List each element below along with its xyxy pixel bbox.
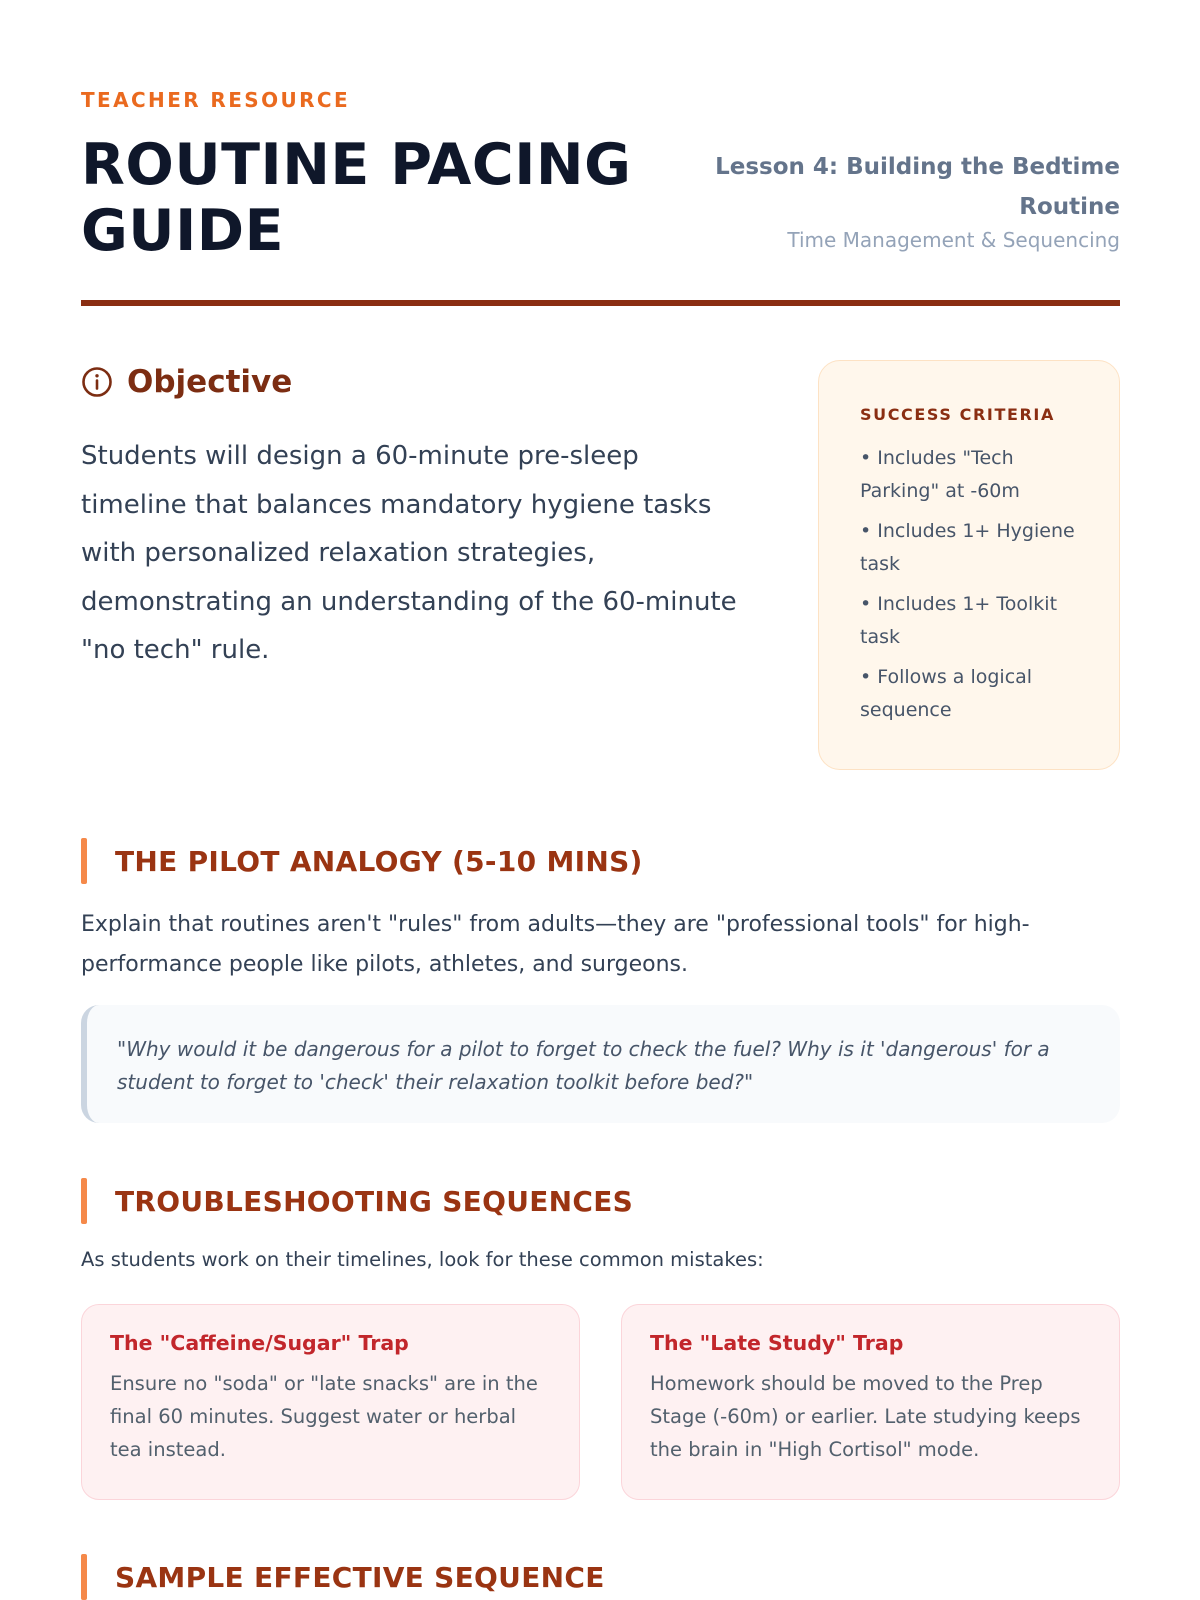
troubleshooting-section-title: TROUBLESHOOTING SEQUENCES — [115, 1184, 634, 1218]
pilot-explanation: Explain that routines aren't "rules" from adults—they are "professional tools" for high-performance people like pilots, athletes, and surgeons. — [81, 912, 1030, 977]
trap-text: Homework should be moved to the Prep Stage (-60m) or earlier. Late studying keeps the brain in "High Cortisol" mode. — [650, 1372, 1081, 1461]
criteria-item: • Includes 1+ Toolkit task — [860, 593, 1058, 648]
trap-text: Ensure no "soda" or "late snacks" are in the final 60 minutes. Suggest water or herbal tea instead. — [110, 1372, 538, 1461]
header-divider — [81, 300, 1120, 306]
info-circle-icon — [81, 366, 113, 398]
discussion-quote: "Why would it be dangerous for a pilot to forget to check the fuel? Why is it 'dangerous' for a student to forget to 'check' their relaxation toolkit before bed?" — [81, 1005, 1120, 1123]
trap-card-late-study — [621, 1304, 1120, 1500]
sample-section-heading — [81, 1554, 605, 1600]
eyebrow-label: TEACHER RESOURCE — [81, 88, 351, 112]
pilot-section-title: THE PILOT ANALOGY (5-10 MINS) — [115, 844, 643, 878]
trap-title: The "Caffeine/Sugar" Trap — [110, 1331, 409, 1355]
page-title: ROUTINE PACING GUIDE — [81, 132, 632, 264]
section-accent-bar — [81, 1178, 87, 1224]
trap-card-caffeine — [81, 1304, 580, 1500]
success-criteria-title: SUCCESS CRITERIA — [860, 405, 1055, 424]
objective-heading — [81, 364, 292, 400]
troubleshooting-section-heading — [81, 1178, 633, 1224]
lesson-subject: Time Management & Sequencing — [787, 228, 1120, 252]
section-accent-bar — [81, 838, 87, 884]
section-accent-bar — [81, 1554, 87, 1600]
success-criteria-card — [818, 360, 1120, 770]
troubleshooting-intro: As students work on their timelines, look for these common mistakes: — [81, 1248, 764, 1271]
pilot-section-heading — [81, 838, 643, 884]
objective-text: Students will design a 60-minute pre-sleep timeline that balances mandatory hygiene tasks with personalized relaxation strategies, demonstrating an understanding of the 60-minute "no tech" rule. — [81, 441, 737, 665]
objective-title: Objective — [127, 364, 293, 400]
lesson-title: Lesson 4: Building the Bedtime Routine — [715, 154, 1120, 220]
sample-section-title: SAMPLE EFFECTIVE SEQUENCE — [115, 1560, 605, 1594]
criteria-item: • Follows a logical sequence — [860, 666, 1033, 721]
criteria-item: • Includes "Tech Parking" at -60m — [860, 447, 1020, 502]
trap-title: The "Late Study" Trap — [650, 1331, 904, 1355]
pacing-guide-page — [81, 0, 1120, 1600]
criteria-item: • Includes 1+ Hygiene task — [860, 520, 1075, 575]
